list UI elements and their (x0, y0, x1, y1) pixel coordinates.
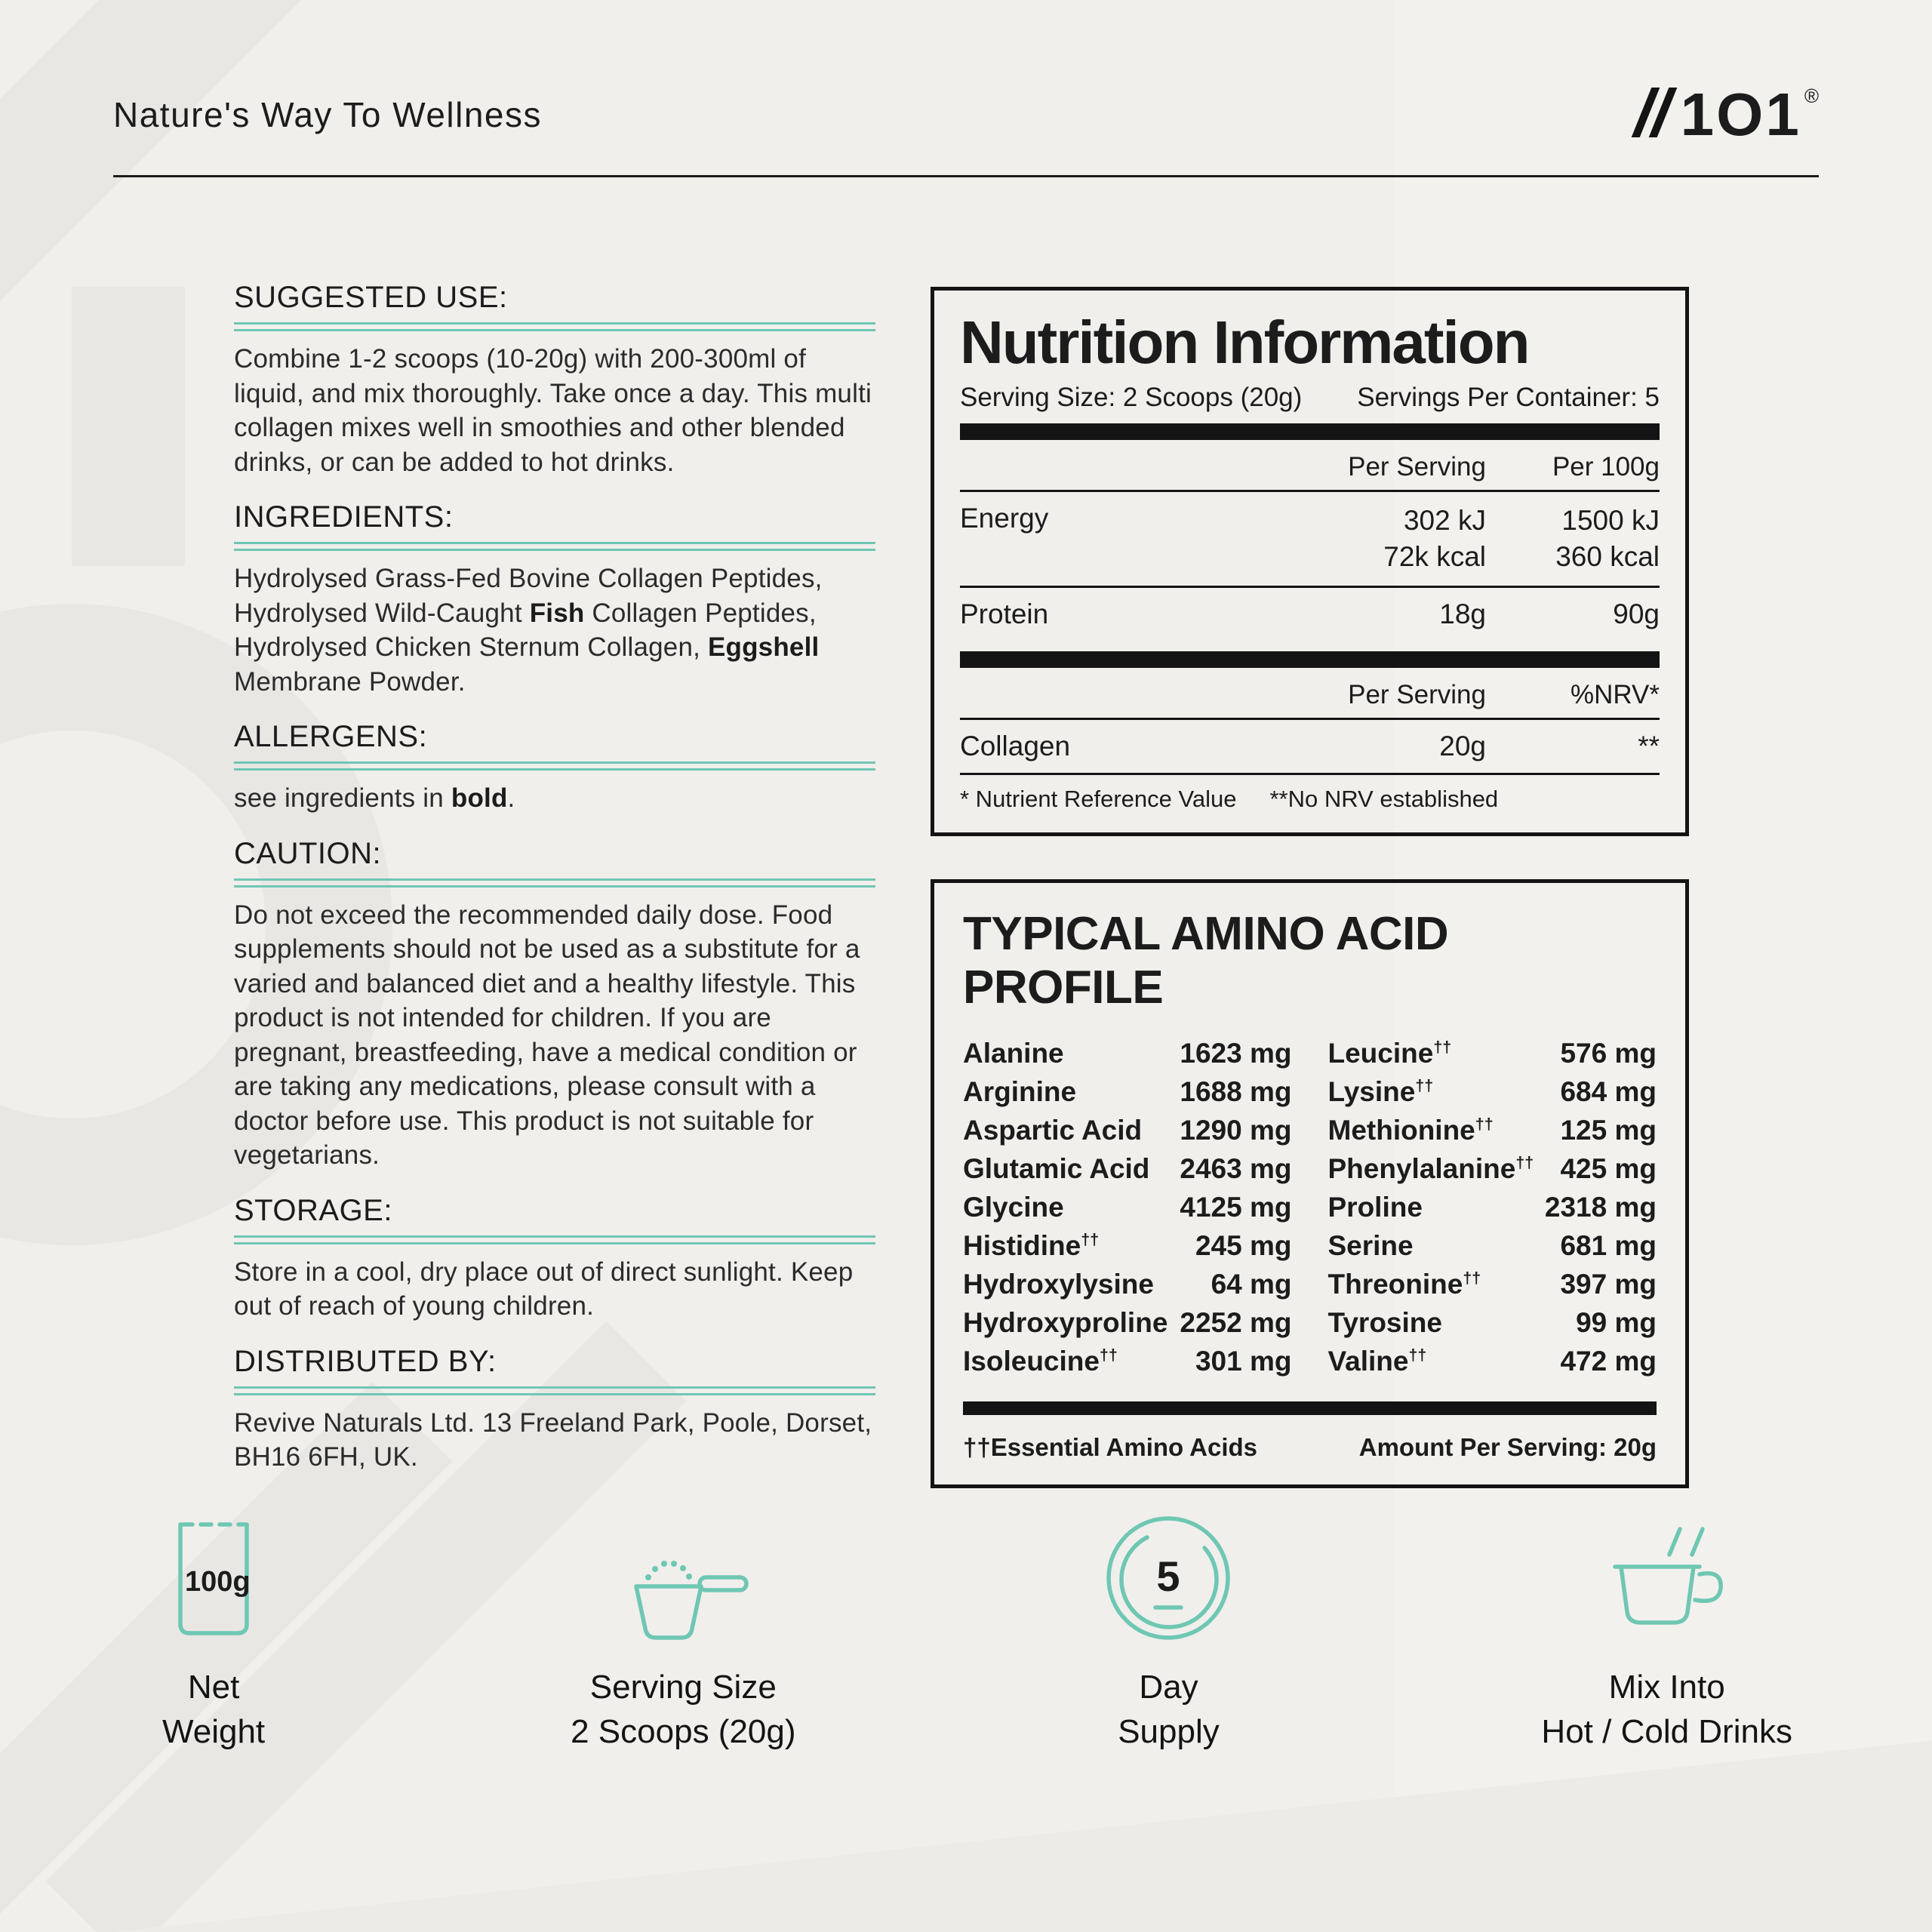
amino-panel (931, 879, 1689, 1488)
amino-value: 2463 mg (1180, 1153, 1292, 1185)
plate-icon (1101, 1498, 1235, 1645)
thick-divider (960, 423, 1660, 440)
energy-label: Energy (960, 502, 1049, 534)
amino-pair (963, 1265, 1292, 1303)
amino-value: 245 mg (1195, 1230, 1292, 1262)
energy-kj-100: 1500 kJ (1561, 504, 1660, 536)
text: Membrane Powder. (234, 666, 466, 697)
amino-pair (1328, 1303, 1657, 1342)
badge-net-weight-label (162, 1665, 265, 1755)
amino-row (963, 1034, 1657, 1072)
bold-text: Eggshell (707, 632, 820, 662)
amino-pair (963, 1072, 1292, 1111)
bold-text: bold (451, 783, 508, 813)
badge-label-line: 2 Scoops (20g) (571, 1713, 796, 1751)
amino-value: 1623 mg (1180, 1038, 1292, 1069)
energy-kj: 302 kJ (1403, 504, 1486, 536)
badge-mix-into (1541, 1498, 1792, 1755)
text: Revive Naturals Ltd. 13 Freeland Park, Poole, Dorset, BH16 6FH, UK. (234, 1407, 872, 1472)
section-body (234, 898, 875, 1173)
amino-row (963, 1342, 1657, 1380)
nutrition-panel (931, 287, 1689, 836)
amino-value: 99 mg (1576, 1307, 1657, 1339)
amino-pair (963, 1034, 1292, 1072)
section-divider (234, 878, 875, 888)
nutrition-row-energy (960, 492, 1660, 586)
amino-value: 397 mg (1560, 1269, 1657, 1300)
brand-logo (1641, 81, 1819, 148)
protein-per-100g: 90g (1613, 598, 1660, 629)
footnote-nrv: * Nutrient Reference Value (960, 785, 1237, 812)
badge-serving-size (571, 1498, 795, 1755)
amino-value: 425 mg (1560, 1153, 1657, 1185)
amino-name: Phenylalanine†† (1327, 1153, 1534, 1185)
cup-icon (1589, 1498, 1745, 1645)
amino-name: Methionine†† (1327, 1115, 1494, 1146)
section-divider (234, 1235, 875, 1244)
nutrition-title: Nutrition Information (960, 309, 1529, 376)
col-per-serving-2: Per Serving (1348, 679, 1486, 709)
label-section (234, 837, 875, 1173)
amino-pair (1328, 1188, 1657, 1226)
amino-pair (1328, 1034, 1657, 1072)
amino-value: 125 mg (1560, 1115, 1657, 1146)
text: Do not exceed the recommended daily dose. Food supplements should not be used as a substitute for a varied and balanced diet and a healthy lifestyle. This product is not intended for children. If you are pregnant, breastfeeding, have a medical condition or are taking any medications, please consult with a doctor before use. This product is not suitable for vegetarians. (234, 900, 860, 1170)
amino-title: TYPICAL AMINO ACID PROFILE (963, 908, 1449, 1014)
text: . (507, 783, 515, 813)
label-section (234, 281, 875, 479)
badge-net-weight (162, 1498, 265, 1755)
collagen-per-serving: 20g (1439, 730, 1486, 761)
text: Hydrolysed Grass-Fed Bovine Collagen Peptides, Hydrolysed Wild-Caught (234, 564, 823, 628)
section-heading: DISTRIBUTED BY: (234, 1344, 497, 1378)
section-divider (234, 1386, 875, 1395)
brand-tagline: Nature's Way To Wellness (113, 95, 543, 134)
badge-serving-size-label (571, 1665, 795, 1755)
section-divider (234, 761, 875, 771)
feature-badges (162, 1498, 1792, 1755)
text: Collagen Peptides, Hydrolysed Chicken Sternum Collagen, (234, 598, 817, 662)
label-section (234, 500, 875, 699)
amino-name: Serine (1327, 1230, 1414, 1262)
badge-label-line: Net (187, 1669, 240, 1706)
nutrition-header-row-1 (960, 440, 1660, 490)
thick-divider (960, 651, 1660, 668)
badge-label-line: Supply (1118, 1713, 1220, 1751)
amino-pair (963, 1342, 1292, 1380)
energy-per-100g (1486, 503, 1660, 575)
logo-text: 1O1 (1680, 81, 1801, 148)
net-weight-value: 100g (185, 1566, 251, 1598)
section-divider (234, 322, 875, 331)
amino-row (963, 1072, 1657, 1111)
amino-pair (1328, 1342, 1657, 1380)
badge-day-supply (1101, 1498, 1235, 1755)
left-column (234, 281, 875, 1496)
amino-table (963, 1034, 1657, 1380)
badge-label-line: Day (1139, 1669, 1198, 1706)
amino-value: 1290 mg (1180, 1115, 1292, 1146)
protein-per-serving: 18g (1439, 598, 1486, 629)
amino-footer (963, 1433, 1657, 1462)
amino-amount-per-serving: Amount Per Serving: 20g (1358, 1433, 1657, 1462)
section-heading: SUGGESTED USE: (234, 281, 508, 314)
nutrition-footnotes (960, 775, 1660, 813)
amino-pair (963, 1111, 1292, 1149)
label-section (234, 1345, 875, 1475)
amino-pair (1328, 1226, 1657, 1265)
amino-row (963, 1188, 1657, 1226)
energy-per-serving (1252, 503, 1486, 575)
protein-label: Protein (960, 598, 1049, 629)
header-divider (113, 175, 1819, 177)
serving-size: Serving Size: 2 Scoops (20g) (960, 382, 1303, 412)
amino-name: Glutamic Acid (963, 1153, 1150, 1185)
col-nrv: %NRV* (1570, 679, 1660, 709)
amino-value: 1688 mg (1180, 1076, 1292, 1108)
amino-name: Glycine (963, 1192, 1064, 1223)
section-body (234, 1406, 875, 1475)
amino-name: Hydroxyproline (963, 1307, 1168, 1339)
badge-label-line: Serving Size (589, 1669, 777, 1706)
amino-value: 681 mg (1560, 1230, 1657, 1262)
amino-name: Alanine (963, 1038, 1064, 1069)
amino-footnote: ††Essential Amino Acids (963, 1433, 1258, 1462)
label-section (234, 720, 875, 816)
nutrition-row-collagen (960, 720, 1660, 773)
badge-label-line: Hot / Cold Drinks (1541, 1713, 1792, 1751)
energy-kcal-100: 360 kcal (1555, 540, 1660, 572)
badge-day-supply-label (1118, 1665, 1220, 1755)
amino-value: 576 mg (1560, 1038, 1657, 1069)
amino-pair (1328, 1265, 1657, 1303)
servings-per-container: Servings Per Container: 5 (1357, 382, 1660, 412)
amino-value: 301 mg (1195, 1346, 1292, 1377)
text: see ingredients in (234, 783, 451, 813)
amino-name: Tyrosine (1327, 1307, 1442, 1339)
amino-name: Lysine†† (1327, 1076, 1434, 1108)
header (113, 81, 1819, 148)
section-heading: INGREDIENTS: (234, 500, 454, 534)
amino-row (963, 1303, 1657, 1342)
amino-pair (963, 1149, 1292, 1188)
amino-row (963, 1265, 1657, 1303)
col-per-serving: Per Serving (1348, 451, 1486, 481)
amino-pair (963, 1226, 1292, 1265)
collagen-nrv: ** (1638, 730, 1660, 761)
section-body (234, 781, 875, 816)
amino-pair (1328, 1072, 1657, 1111)
bold-text: Fish (529, 598, 585, 628)
amino-value: 64 mg (1211, 1269, 1292, 1300)
amino-pair (1328, 1111, 1657, 1149)
amino-name: Aspartic Acid (963, 1115, 1143, 1146)
nutrition-row-protein (960, 588, 1660, 641)
nutrition-header-row-2 (960, 668, 1660, 718)
amino-name: Isoleucine†† (963, 1346, 1118, 1377)
pouch-icon (165, 1498, 262, 1645)
amino-name: Histidine†† (963, 1230, 1100, 1262)
amino-pair (963, 1188, 1292, 1226)
amino-value: 4125 mg (1180, 1192, 1292, 1223)
registered-mark: ® (1804, 85, 1819, 107)
thick-divider (963, 1401, 1657, 1415)
section-heading: ALLERGENS: (234, 720, 428, 753)
section-body (234, 1255, 875, 1324)
amino-pair (1328, 1149, 1657, 1188)
footnote-no-nrv: **No NRV established (1269, 785, 1499, 812)
energy-kcal: 72k kcal (1383, 540, 1486, 572)
amino-value: 2318 mg (1544, 1192, 1657, 1223)
amino-name: Valine†† (1327, 1346, 1427, 1377)
section-heading: STORAGE: (234, 1193, 392, 1227)
amino-name: Threonine†† (1327, 1269, 1481, 1300)
label-section (234, 1194, 875, 1324)
text: Combine 1-2 scoops (10-20g) with 200-300ml of liquid, and mix thoroughly. Take once a day. This multi collagen mixes well in smoothies and other blended drinks, or can be added to hot drinks. (234, 344, 872, 477)
section-heading: CAUTION: (234, 836, 382, 870)
amino-value: 684 mg (1560, 1076, 1657, 1108)
day-supply-value: 5 (1156, 1552, 1181, 1600)
amino-name: Proline (1327, 1192, 1423, 1223)
col-per-100g: Per 100g (1552, 451, 1660, 481)
badge-label-line: Mix Into (1608, 1669, 1725, 1706)
amino-value: 472 mg (1560, 1346, 1657, 1377)
collagen-label: Collagen (960, 730, 1071, 761)
amino-name: Leucine†† (1327, 1038, 1452, 1069)
amino-row (963, 1149, 1657, 1188)
amino-row (963, 1111, 1657, 1149)
amino-name: Arginine (963, 1076, 1077, 1108)
badge-mix-into-label (1541, 1665, 1792, 1755)
amino-name: Hydroxylysine (963, 1269, 1154, 1300)
amino-pair (963, 1303, 1292, 1342)
scoop-icon (609, 1498, 757, 1645)
section-divider (234, 542, 875, 551)
serving-row (960, 383, 1660, 413)
text: Store in a cool, dry place out of direct sunlight. Keep out of reach of young children. (234, 1257, 854, 1321)
section-body (234, 561, 875, 699)
badge-label-line: Weight (162, 1713, 266, 1751)
section-body (234, 342, 875, 479)
amino-value: 2252 mg (1180, 1307, 1292, 1339)
amino-row (963, 1226, 1657, 1265)
